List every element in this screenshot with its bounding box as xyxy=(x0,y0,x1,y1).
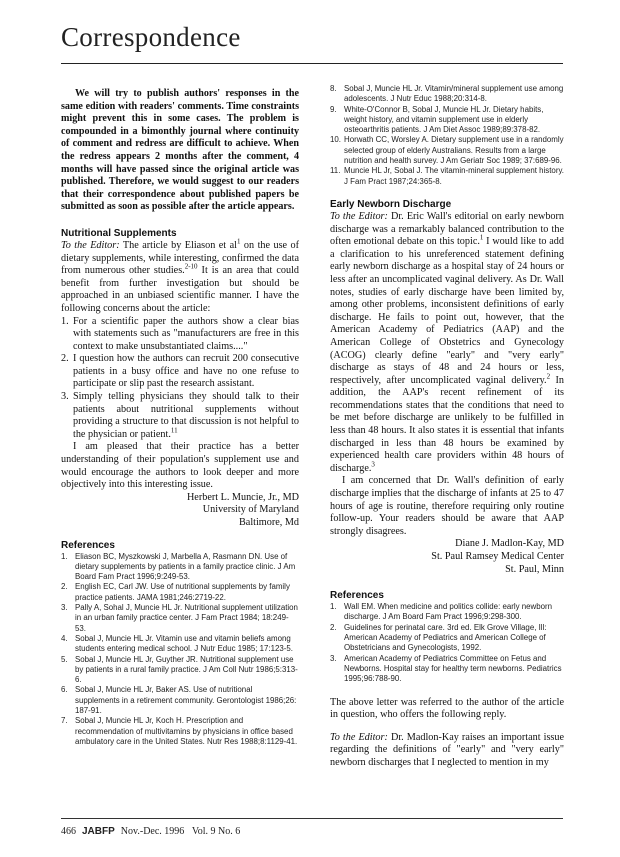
page-number: 466 xyxy=(61,826,76,837)
reference-number: 2. xyxy=(61,582,68,592)
reference-number: 10. xyxy=(330,135,341,145)
reference-number: 9. xyxy=(330,104,337,114)
reference-item xyxy=(61,685,299,716)
reference-item xyxy=(330,135,564,166)
reference-number: 4. xyxy=(61,633,68,643)
signature-institution: St. Paul Ramsey Medical Center xyxy=(431,551,564,562)
signature-institution: University of Maryland xyxy=(202,504,299,516)
references-list-continued xyxy=(330,84,564,187)
reference-text: Sobal J, Muncie HL Jr, Guyther JR. Nutritional supplement use by patients in a rural family practice. J Am Coll Nutr 1986;5:313-6. xyxy=(75,654,298,685)
list-item-text: Simply telling physicians they should talk to their patients about nutritional supplements without providing a structure to that discussion is not helpful to the physician or patient. xyxy=(73,391,299,440)
list-number: 3. xyxy=(61,391,69,403)
reference-item xyxy=(61,603,299,634)
reference-text: White-O'Connor B, Sobal J, Muncie HL Jr. Dietary habits, weight history, and vitamin supplement use in elderly osteoarthritis patients. J Am Diet Assoc 1989;89:378-82. xyxy=(344,104,544,135)
reference-text: Horwath CC, Worsley A. Dietary supplement use in a randomly selected group of elderly Australians. Results from a large nutrition and health survey. J Am Geriatr Soc 1989; 37:689-96. xyxy=(344,135,564,166)
reference-item xyxy=(61,582,299,603)
reference-number: 11. xyxy=(330,166,341,176)
letter-paragraph: I am concerned that Dr. Wall's definition of early discharge implies that the discharge of infants at 25 to 47 hours of age is routine, therefore requiring only routine follow-up. Your readers should be aware that AAP strongly disagrees. xyxy=(330,475,564,537)
reference-number: 6. xyxy=(61,685,68,695)
reference-item xyxy=(61,552,299,583)
reference-item xyxy=(330,654,564,685)
reference-text: Guidelines for perinatal care. 3rd ed. Elk Grove Village, Ill: American Academy of Pediatrics and American College of Obstetricians and Gynecologists, 1992. xyxy=(344,622,547,653)
letter-text: on the use of dietary supplements, while interesting, confirmed the data from numerous other studies. xyxy=(61,239,299,277)
section-heading-newborn: Early Newborn Discharge xyxy=(330,198,452,210)
editorial-notice xyxy=(61,88,299,214)
reference-text: Sobal J, Muncie HL Jr. Vitamin/mineral supplement use among adolescents. J Nutr Educ 1988;20:314-8. xyxy=(344,84,564,104)
citation-superscript: 1 xyxy=(479,233,484,242)
letter-paragraph xyxy=(330,211,564,475)
list-item xyxy=(61,316,299,354)
reference-number: 5. xyxy=(61,654,68,664)
letter-text: Dr. Eric Wall's editorial on early newborn discharge was a remarkably balanced contribution to the often emotional debate on this topic. xyxy=(330,210,564,248)
reference-text: American Academy of Pediatrics Committee on Fetus and Newborns. Hospital stay for healthy term newborns. Pediatrics 1995;96:788-90. xyxy=(344,653,562,684)
list-item-text: I question how the authors can recruit 200 consecutive patients in a busy office and have no one refuse to participate or slip past the research assistant. xyxy=(73,353,299,390)
reference-number: 3. xyxy=(61,603,68,613)
referral-note: The above letter was referred to the author of the article in question, who offers the following reply. xyxy=(330,696,564,721)
letter-text: The article by Eliason et al xyxy=(119,239,237,251)
signature-city: Baltimore, Md xyxy=(239,517,299,528)
citation-superscript: 2-10 xyxy=(184,262,198,271)
footer-rule xyxy=(61,818,563,819)
letter-text: I would like to add a clarification to his unreferenced statement defining early newborn discharge as a hospital stay of 24 hours or less after an uncomplicated vaginal delivery. As Dr. Wall notes, studies of early discharge have been limited by, among other problems, inconsistent definitions of early discharge. He fails to point out, however, that the American Academy of Pediatrics (AAP) and the American College of Obstetrics and Gynecology (ACOG) clearly define "early" and "very early" discharge as stays of 48 and 24 hours or less, respectively, after uncomplicated vaginal delivery. xyxy=(330,236,564,386)
reference-text: Wall EM. When medicine and politics collide: early newborn discharge. J Am Board Fam Pract 1996;9:298-300. xyxy=(344,602,553,622)
section-heading-nutritional: Nutritional Supplements xyxy=(61,227,177,239)
list-number: 1. xyxy=(61,315,69,327)
journal-abbrev: JABFP xyxy=(82,826,115,837)
references-list xyxy=(61,552,299,748)
signature-name: Diane J. Madlon-Kay, MD xyxy=(455,538,564,550)
reference-item xyxy=(61,655,299,686)
list-number: 2. xyxy=(61,353,69,365)
reference-text: Muncie HL Jr, Sobal J. The vitamin-mineral supplement history. J Fam Pract 1987;24:365-8. xyxy=(344,166,565,186)
citation-superscript: 11 xyxy=(170,426,178,435)
reference-text: Pally A, Sohal J, Muncie HL Jr. Nutritional supplement utilization in an urban family practice center. J Fam Pract 1984; 18:249-53. xyxy=(75,603,298,633)
references-heading: References xyxy=(61,539,115,551)
reference-number: 8. xyxy=(330,84,337,93)
reference-number: 2. xyxy=(330,622,337,632)
left-column xyxy=(61,88,299,747)
reference-number: 1. xyxy=(330,602,337,612)
letter-text: In addition, the AAP's recent refinement of its recommendations states that the conditions that need to be met before discharge are unlikely to be fulfilled in less than 48 hours. It also states it is essential that infants discharged in less than 48 hours be examined by experienced health care providers within 48 hours of discharge. xyxy=(330,374,564,474)
references-heading: References xyxy=(330,590,384,602)
list-item-text: For a scientific paper the authors show a clear bias with statements such as "manufacturers are free in this context to make unsubstantiated claims...." xyxy=(73,315,299,352)
reference-text: Sobal J, Muncie HL Jr. Vitamin use and vitamin beliefs among students entering medical school. J Nutr Educ 1985; 17:123-5. xyxy=(75,633,293,654)
letter-salutation: To the Editor: xyxy=(330,210,388,222)
page-footer xyxy=(61,826,240,837)
notice-text-2: When the redress appears 2 months after the comment, 4 months will have passed since the original article was published. Therefore, we would suggest to our readers that their correspondence about published papers be submitted as soon as possible after the article appears. xyxy=(61,138,299,213)
volume-number: Vol. 9 No. 6 xyxy=(191,826,241,837)
reference-item xyxy=(330,105,564,136)
references-list xyxy=(330,602,564,684)
reference-item xyxy=(61,634,299,655)
reference-item xyxy=(330,166,564,187)
letter-paragraph xyxy=(61,237,299,316)
reference-number: 3. xyxy=(330,653,337,663)
citation-superscript: 2 xyxy=(546,372,551,381)
signature-name: Herbert L. Muncie, Jr., MD xyxy=(186,491,299,503)
list-item xyxy=(61,353,299,391)
reference-text: Eliason BC, Myszkowski J, Marbella A, Rasmann DN. Use of dietary supplements by patients in a family practice clinic. J Am Board Fam Pract 1996;9:249-53. xyxy=(75,551,296,582)
reference-text: Sobal J, Muncie HL Jr, Baker AS. Use of nutritional supplements in a retirement community. Gerontologist 1986;26: 187-91. xyxy=(75,685,297,716)
reference-number: 1. xyxy=(61,551,68,561)
list-item xyxy=(61,391,299,441)
issue-date: Nov.-Dec. 1996 xyxy=(120,826,185,837)
concerns-list xyxy=(61,316,299,442)
reply-text: Dr. Madlon-Kay raises an important issue regarding the definitions of "early" and "very early" newborn discharges that I neglected to mention in my xyxy=(330,731,564,768)
right-column xyxy=(330,84,564,770)
letter-paragraph: I am pleased that their practice has a better understanding of their population's supplement use and would encourage the authors to look deeper and more objectively into this interesting issue. xyxy=(61,441,299,491)
citation-superscript: 3 xyxy=(371,460,375,469)
letter-text: It is an area that could benefit from further investigation but should be approached in an unbiased scientific manner. I have the following concerns about the article: xyxy=(61,265,299,314)
citation-superscript: 1 xyxy=(236,237,241,246)
signature-block xyxy=(330,538,564,576)
reply-paragraph xyxy=(330,732,564,770)
signature-block xyxy=(61,492,299,530)
page-title: Correspondence xyxy=(61,22,241,52)
notice-text-1: We will try to publish authors' responses in the same edition with readers' comments. Time constraints might prevent this in some cases. The problem is compounded in a bimonthly journal where continuity of comment and redress are difficult to achieve. xyxy=(61,88,299,150)
reference-number: 7. xyxy=(61,716,68,726)
reference-item xyxy=(330,602,564,623)
title-rule xyxy=(61,63,563,64)
letter-salutation: To the Editor: xyxy=(61,239,120,251)
reference-item xyxy=(330,84,564,105)
signature-city: St. Paul, Minn xyxy=(505,563,564,575)
reference-item xyxy=(61,716,299,747)
reply-salutation: To the Editor: xyxy=(330,731,388,743)
reference-item xyxy=(330,623,564,654)
reference-text: Sobal J, Muncie HL Jr, Koch H. Prescription and recommendation of multivitamins by physicians in office based ambulatory care in the United States. Nutr Res 1988;8:1129-41. xyxy=(75,716,298,746)
reference-text: English EC, Carl JW. Use of nutritional supplements by family practice patients. JAMA 1981;246:2719-22. xyxy=(75,582,290,602)
